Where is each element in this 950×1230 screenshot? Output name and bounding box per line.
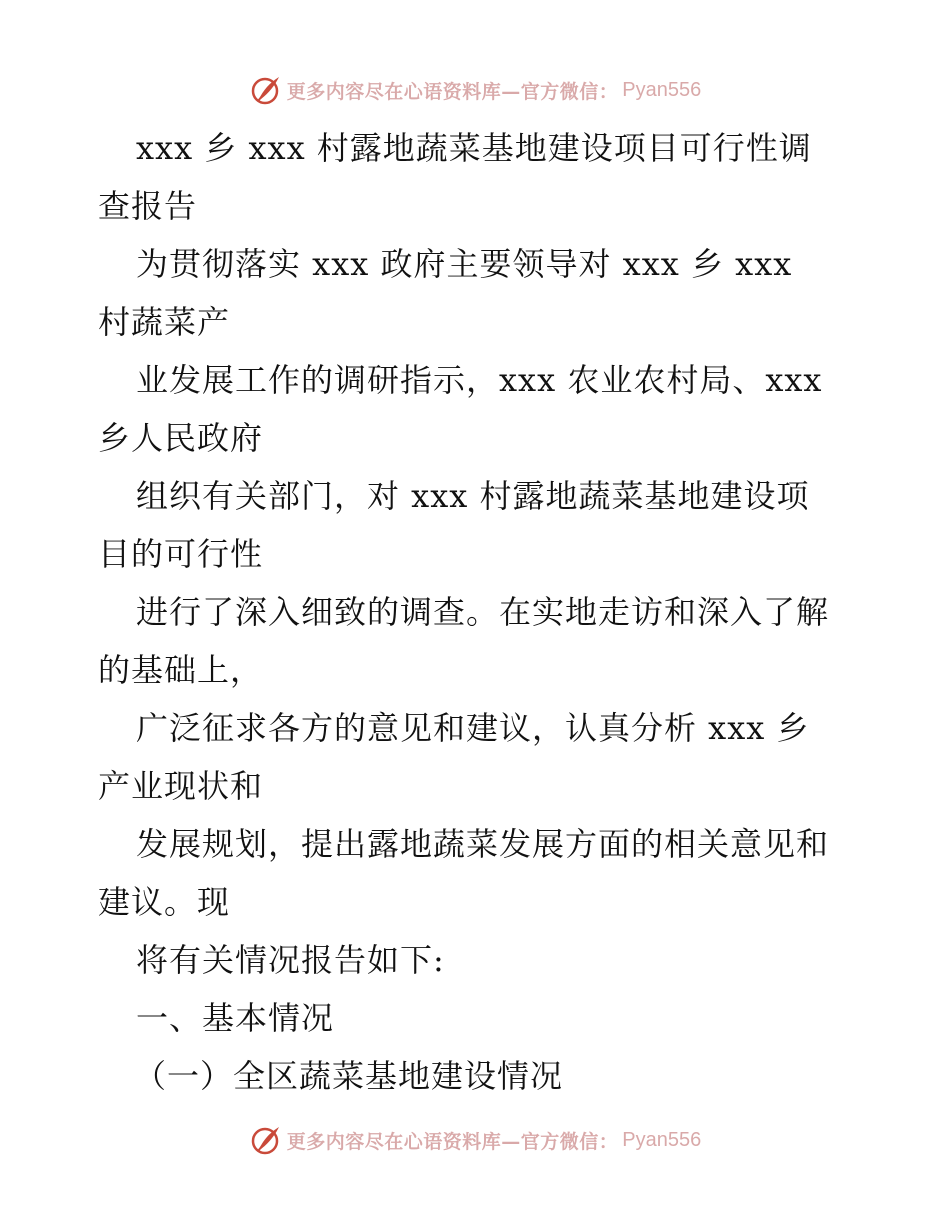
- watermark-text: 更多内容尽在心语资料库—官方微信：: [286, 80, 619, 103]
- quill-logo-icon: [249, 1123, 283, 1157]
- watermark-wechat-id: Pyan556: [622, 1128, 702, 1151]
- paragraph-line: 为贯彻落实 xxx 政府主要领导对 xxx 乡 xxx: [136, 245, 793, 283]
- title-line: xxx 乡 xxx 村露地蔬菜基地建设项目可行性调: [136, 129, 812, 167]
- paragraph-line: 建议。现: [98, 883, 231, 921]
- title-line: 查报告: [98, 187, 198, 225]
- paragraph-line: 乡人民政府: [98, 419, 264, 457]
- paragraph-line: 发展规划，提出露地蔬菜发展方面的相关意见和: [136, 825, 830, 863]
- paragraph-line: 广泛征求各方的意见和建议，认真分析 xxx 乡: [136, 709, 810, 747]
- paragraph-line: 目的可行性: [98, 535, 264, 573]
- footer-watermark: [0, 1120, 950, 1160]
- watermark-text: 更多内容尽在心语资料库—官方微信：: [286, 1130, 619, 1153]
- paragraph-line: 的基础上，: [98, 651, 264, 689]
- section-heading: 一、基本情况: [136, 999, 335, 1037]
- paragraph-line: 组织有关部门，对 xxx 村露地蔬菜基地建设项: [136, 477, 810, 515]
- paragraph-line: 村蔬菜产: [98, 303, 231, 341]
- paragraph-line: 将有关情况报告如下:: [136, 941, 445, 979]
- paragraph-line: 产业现状和: [98, 767, 264, 805]
- watermark-wechat-id: Pyan556: [622, 78, 702, 101]
- subsection-heading: （一）全区蔬菜基地建设情况: [134, 1057, 564, 1095]
- paragraph-line: 业发展工作的调研指示，xxx 农业农村局、xxx: [136, 361, 823, 399]
- paragraph-line: 进行了深入细致的调查。在实地走访和深入了解: [136, 593, 830, 631]
